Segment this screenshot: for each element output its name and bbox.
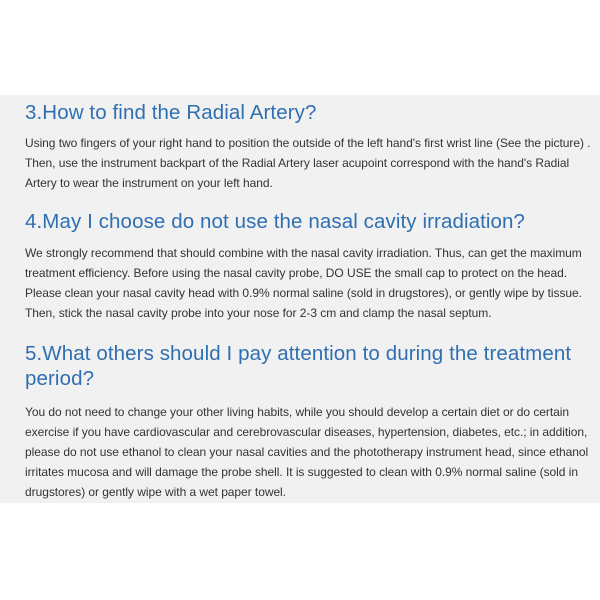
section-number: 4. [25, 210, 43, 233]
section-heading [25, 341, 594, 391]
section-body: Using two fingers of your right hand to position the outside of the left hand's first wrist line (See the picture) . Then, use the instrument backpart of the Radial Artery laser acupoint correspond with the hand's Radial Artery to wear the instrument on your left hand. [25, 136, 591, 190]
section-title: How to find the Radial Artery? [42, 101, 317, 124]
section-body: You do not need to change your other living habits, while you should develop a certain diet or do certain exercise if you have cardiovascular and cerebrovascular diseases, hypertension, diabetes, etc.; in addition, please do not use ethanol to clean your nasal cavities and the phototherapy instrument head, since ethanol irritates mucosa and will damage the probe shell. It is suggested to clean with 0.9% normal saline (sold in drugstores) or gently wipe with a wet paper towel. [25, 405, 589, 499]
section-body: We strongly recommend that should combine with the nasal cavity irradiation. Thus, can get the maximum treatment efficiency. Before using the nasal cavity probe, DO USE the small cap to protect on the head. Please clean your nasal cavity head with 0.9% normal saline (sold in drugstores), or gently wipe by tissue. Then, stick the nasal cavity probe into your nose for 2-3 cm and clamp the nasal septum. [25, 246, 582, 320]
faq-section-3 [25, 100, 594, 193]
section-number: 3. [25, 101, 43, 124]
section-heading [25, 100, 594, 125]
section-heading [25, 209, 594, 234]
faq-section-5 [25, 341, 594, 502]
section-title: What others should I pay attention to during the treatment period? [25, 342, 572, 390]
section-number: 5. [25, 342, 43, 365]
faq-panel [0, 95, 600, 503]
section-title: May I choose do not use the nasal cavity irradiation? [42, 210, 526, 233]
faq-section-4 [25, 209, 594, 323]
